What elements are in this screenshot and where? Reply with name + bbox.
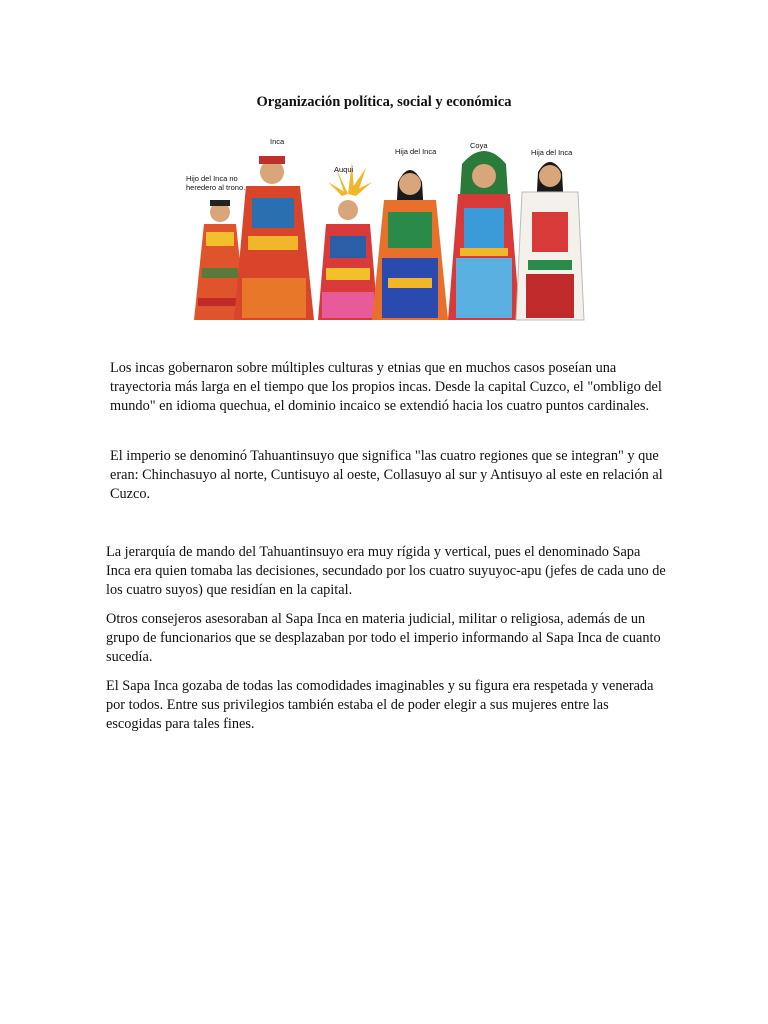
paragraph-2: El imperio se denominó Tahuantinsuyo que significa "las cuatro regiones que se integran" y que eran: Chinchasuyo al norte, Cuntisuyo al oeste, Collasuyo al sur y Antisuyo al este en relación al Cuzco. (110, 448, 663, 502)
figure-hija-del-inca-2 (516, 162, 584, 320)
inca-figures-image (176, 128, 591, 323)
paragraph-5: El Sapa Inca gozaba de todas las comodidades imaginables y su figura era respetada y venerada por todos. Entre sus privilegios también estaba el de poder elegir a sus mujeres entre las escogidas para tales fines. (106, 678, 654, 732)
paragraph-1: Los incas gobernaron sobre múltiples culturas y etnias que en muchos casos poseían una trayectoria más larga en el tiempo que los propios incas. Desde la capital Cuzco, el "ombligo del mundo" en idioma quechua, el dominio incaico se extendió hacia los cuatro puntos cardinales. (110, 360, 662, 414)
label-hijo-no-heredero: Hijo del Inca no heredero al trono. (186, 174, 246, 192)
figure-auqui (318, 162, 378, 320)
label-inca: Inca (270, 137, 285, 146)
figure-hija-del-inca-1 (372, 170, 448, 320)
label-auqui: Auqui (334, 165, 354, 174)
page-title: Organización política, social y económica (256, 94, 512, 110)
inca-figures-illustration (176, 128, 591, 323)
figure-coya (448, 151, 520, 320)
paragraph-4: Otros consejeros asesoraban al Sapa Inca en materia judicial, militar o religiosa, además de un grupo de funcionarios que se desplazaban por todo el imperio informando al Sapa Inca de cuanto sucedía. (106, 611, 661, 665)
paragraph-3: La jerarquía de mando del Tahuantinsuyo era muy rígida y vertical, pues el denominado Sapa Inca era quien tomaba las decisiones, secundado por los cuatro suyuyoc-apu (jefes de cada uno de los cuatro suyos) que residían en la capital. (106, 544, 666, 598)
label-hija-del-inca-1: Hija del Inca (395, 147, 437, 156)
label-coya: Coya (470, 141, 488, 150)
label-hija-del-inca-2: Hija del Inca (531, 148, 573, 157)
